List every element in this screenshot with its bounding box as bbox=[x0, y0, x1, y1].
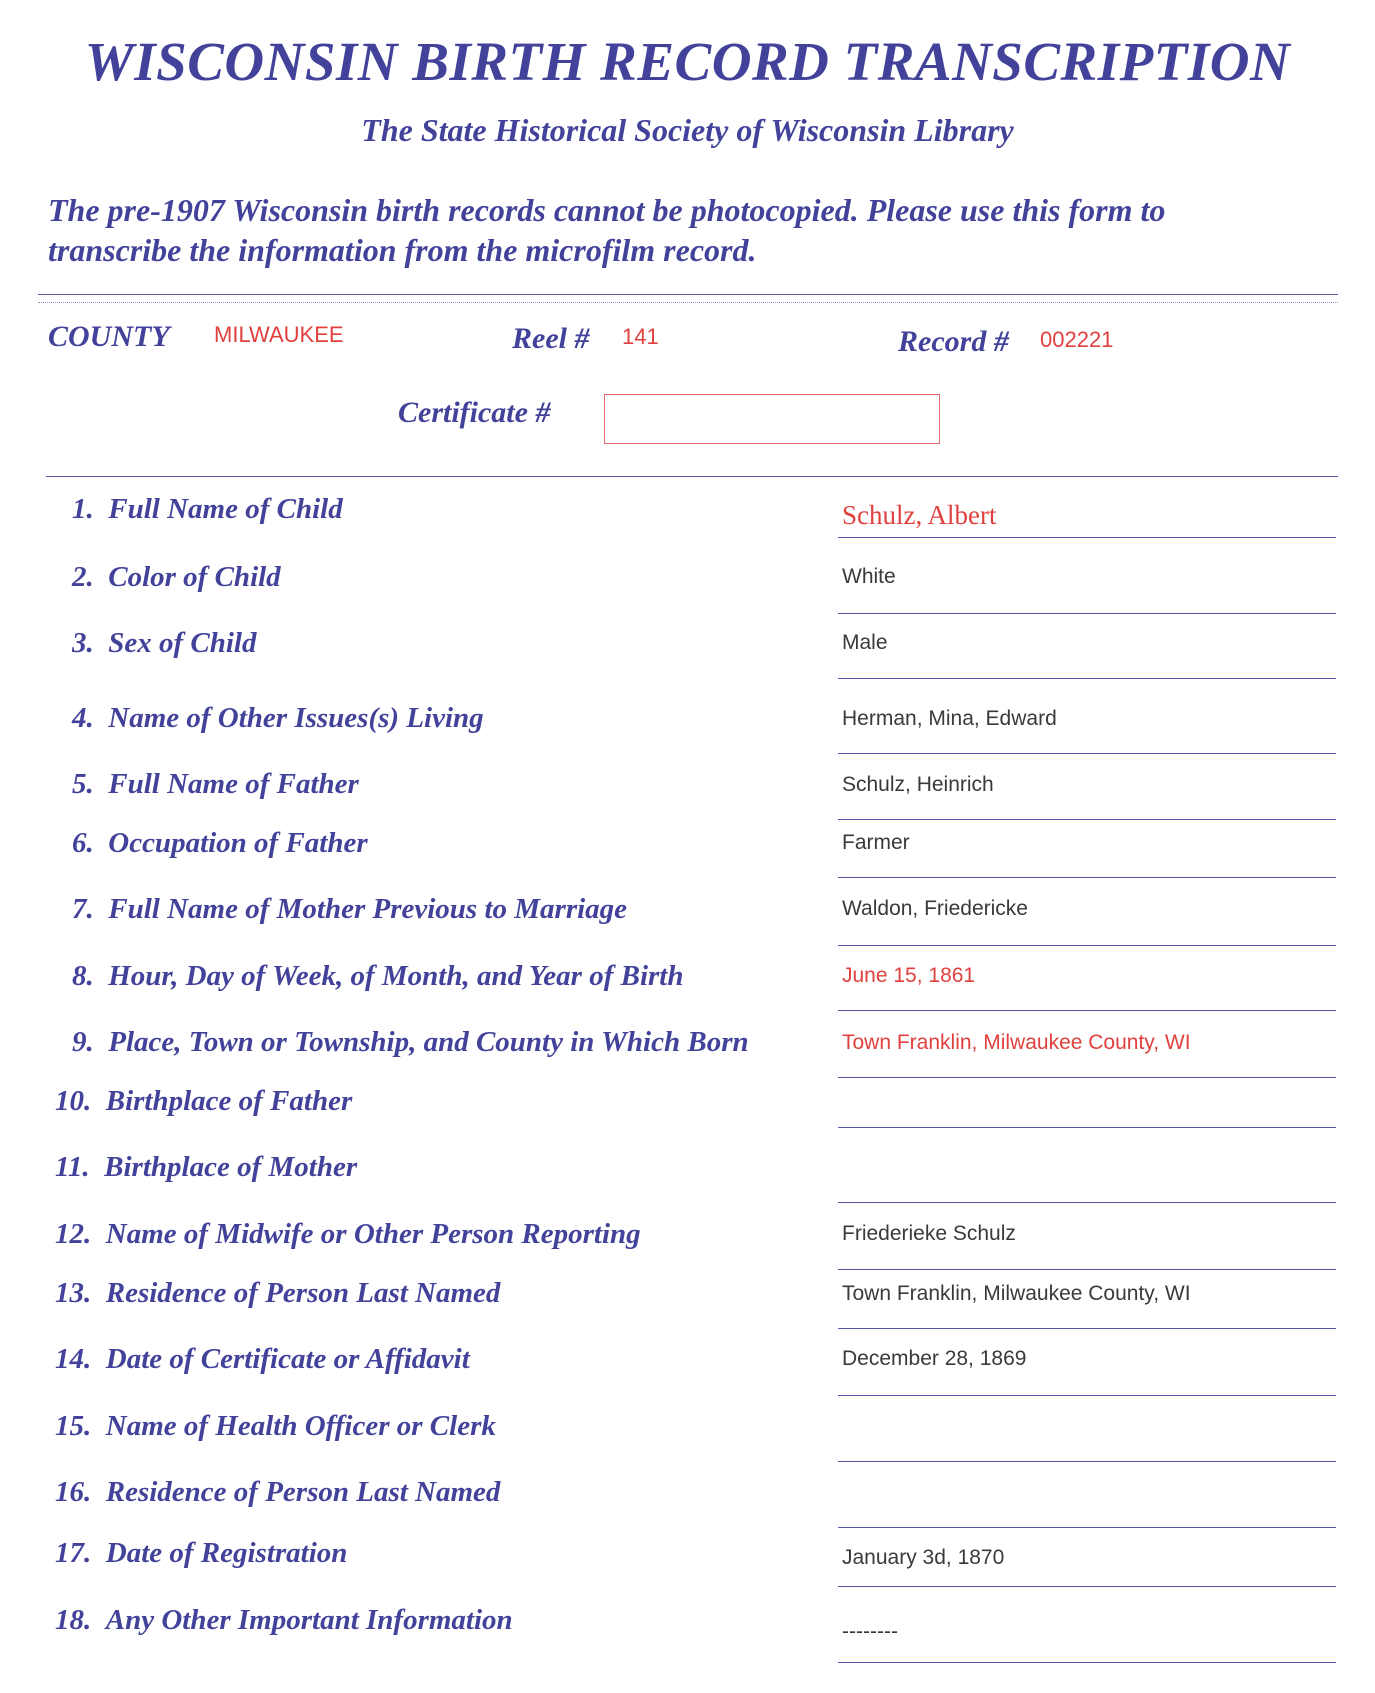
field-number: 15. bbox=[55, 1410, 92, 1442]
field-value-9[interactable]: Town Franklin, Milwaukee County, WI bbox=[842, 1031, 1191, 1054]
field-number: 10. bbox=[55, 1085, 92, 1117]
field-value-18[interactable]: -------- bbox=[842, 1620, 898, 1643]
field-label-text: Date of Certificate or Affidavit bbox=[105, 1343, 470, 1375]
field-label-text: Any Other Important Information bbox=[105, 1604, 513, 1636]
intro-text bbox=[48, 190, 1338, 270]
field-underline bbox=[838, 537, 1336, 538]
divider-top-thin bbox=[38, 302, 1338, 303]
field-underline bbox=[838, 1010, 1336, 1011]
field-label-text: Name of Other Issues(s) Living bbox=[108, 702, 484, 734]
field-underline bbox=[838, 1461, 1336, 1462]
field-label-text: Name of Health Officer or Clerk bbox=[105, 1410, 496, 1442]
intro-line-2: transcribe the information from the microfilm record. bbox=[48, 232, 757, 268]
county-value: MILWAUKEE bbox=[214, 322, 344, 347]
field-value-12[interactable]: Friederieke Schulz bbox=[842, 1222, 1016, 1245]
field-value-14[interactable]: December 28, 1869 bbox=[842, 1347, 1027, 1370]
field-label-text: Residence of Person Last Named bbox=[105, 1277, 501, 1309]
field-value-5[interactable]: Schulz, Heinrich bbox=[842, 773, 994, 796]
field-number: 16. bbox=[55, 1476, 92, 1508]
field-label-text: Place, Town or Township, and County in Which Born bbox=[108, 1026, 749, 1058]
field-label-10 bbox=[55, 1085, 352, 1118]
field-label-18 bbox=[55, 1604, 513, 1637]
field-value-3[interactable]: Male bbox=[842, 631, 888, 654]
field-underline bbox=[838, 1395, 1336, 1396]
divider-header bbox=[46, 476, 1338, 477]
field-number: 14. bbox=[55, 1343, 92, 1375]
field-label-text: Occupation of Father bbox=[108, 827, 368, 859]
field-label-text: Full Name of Child bbox=[108, 493, 343, 525]
field-number: 18. bbox=[55, 1604, 92, 1636]
field-label-text: Birthplace of Mother bbox=[104, 1151, 358, 1183]
intro-line-1: The pre-1907 Wisconsin birth records cannot be photocopied. Please use this form to bbox=[48, 192, 1166, 228]
field-number: 17. bbox=[55, 1537, 92, 1569]
field-label-6 bbox=[72, 827, 368, 860]
field-underline bbox=[838, 1586, 1336, 1587]
field-underline bbox=[838, 1328, 1336, 1329]
field-label-16 bbox=[55, 1476, 500, 1509]
field-label-2 bbox=[72, 561, 281, 594]
certificate-input[interactable] bbox=[604, 394, 940, 444]
field-label-9 bbox=[72, 1026, 749, 1059]
field-underline bbox=[838, 819, 1336, 820]
field-label-text: Name of Midwife or Other Person Reporting bbox=[105, 1218, 641, 1250]
field-underline bbox=[838, 1662, 1336, 1663]
field-number: 6. bbox=[72, 827, 94, 859]
page-subtitle: The State Historical Society of Wisconsin Library bbox=[361, 112, 1014, 148]
field-number: 11. bbox=[55, 1151, 90, 1183]
field-number: 9. bbox=[72, 1026, 94, 1058]
field-label-15 bbox=[55, 1410, 496, 1443]
field-label-12 bbox=[55, 1218, 641, 1251]
field-value-13[interactable]: Town Franklin, Milwaukee County, WI bbox=[842, 1282, 1191, 1305]
field-number: 1. bbox=[72, 493, 94, 525]
reel-value: 141 bbox=[622, 324, 659, 349]
field-label-text: Birthplace of Father bbox=[105, 1085, 353, 1117]
field-underline bbox=[838, 1527, 1336, 1528]
field-value-2[interactable]: White bbox=[842, 565, 896, 588]
field-underline bbox=[838, 945, 1336, 946]
field-label-text: Sex of Child bbox=[108, 627, 257, 659]
divider-top bbox=[38, 294, 1338, 295]
field-label-4 bbox=[72, 702, 484, 735]
field-number: 2. bbox=[72, 561, 94, 593]
field-value-1[interactable]: Schulz, Albert bbox=[842, 500, 997, 530]
field-label-5 bbox=[72, 768, 359, 801]
field-label-7 bbox=[72, 893, 627, 926]
field-label-text: Full Name of Father bbox=[108, 768, 359, 800]
field-label-text: Color of Child bbox=[108, 561, 281, 593]
field-value-17[interactable]: January 3d, 1870 bbox=[842, 1546, 1005, 1569]
field-label-11 bbox=[55, 1151, 357, 1184]
field-underline bbox=[838, 1202, 1336, 1203]
field-underline bbox=[838, 1077, 1336, 1078]
field-value-8[interactable]: June 15, 1861 bbox=[842, 964, 976, 987]
field-label-text: Full Name of Mother Previous to Marriage bbox=[108, 893, 628, 925]
field-number: 13. bbox=[55, 1277, 92, 1309]
field-label-text: Hour, Day of Week, of Month, and Year of Birth bbox=[108, 960, 684, 992]
field-underline bbox=[838, 613, 1336, 614]
field-label-8 bbox=[72, 960, 684, 993]
field-label-text: Residence of Person Last Named bbox=[105, 1476, 501, 1508]
county-label: COUNTY bbox=[48, 320, 170, 353]
field-label-14 bbox=[55, 1343, 470, 1376]
field-underline bbox=[838, 678, 1336, 679]
reel-label: Reel # bbox=[512, 322, 590, 355]
field-value-4[interactable]: Herman, Mina, Edward bbox=[842, 707, 1057, 730]
field-label-17 bbox=[55, 1537, 347, 1570]
field-underline bbox=[838, 1127, 1336, 1128]
field-label-3 bbox=[72, 627, 257, 660]
record-value: 002221 bbox=[1040, 327, 1114, 352]
field-value-7[interactable]: Waldon, Friedericke bbox=[842, 897, 1028, 920]
field-number: 3. bbox=[72, 627, 94, 659]
field-number: 5. bbox=[72, 768, 94, 800]
record-label: Record # bbox=[898, 325, 1009, 358]
field-underline bbox=[838, 753, 1336, 754]
field-number: 12. bbox=[55, 1218, 92, 1250]
field-label-13 bbox=[55, 1277, 500, 1310]
page-title: WISCONSIN BIRTH RECORD TRANSCRIPTION bbox=[84, 31, 1291, 92]
field-underline bbox=[838, 877, 1336, 878]
field-underline bbox=[838, 1269, 1336, 1270]
certificate-label: Certificate # bbox=[398, 396, 551, 429]
field-label-1 bbox=[72, 493, 343, 526]
field-value-6[interactable]: Farmer bbox=[842, 831, 910, 854]
field-number: 7. bbox=[72, 893, 94, 925]
field-number: 4. bbox=[72, 702, 94, 734]
field-label-text: Date of Registration bbox=[105, 1537, 348, 1569]
field-number: 8. bbox=[72, 960, 94, 992]
